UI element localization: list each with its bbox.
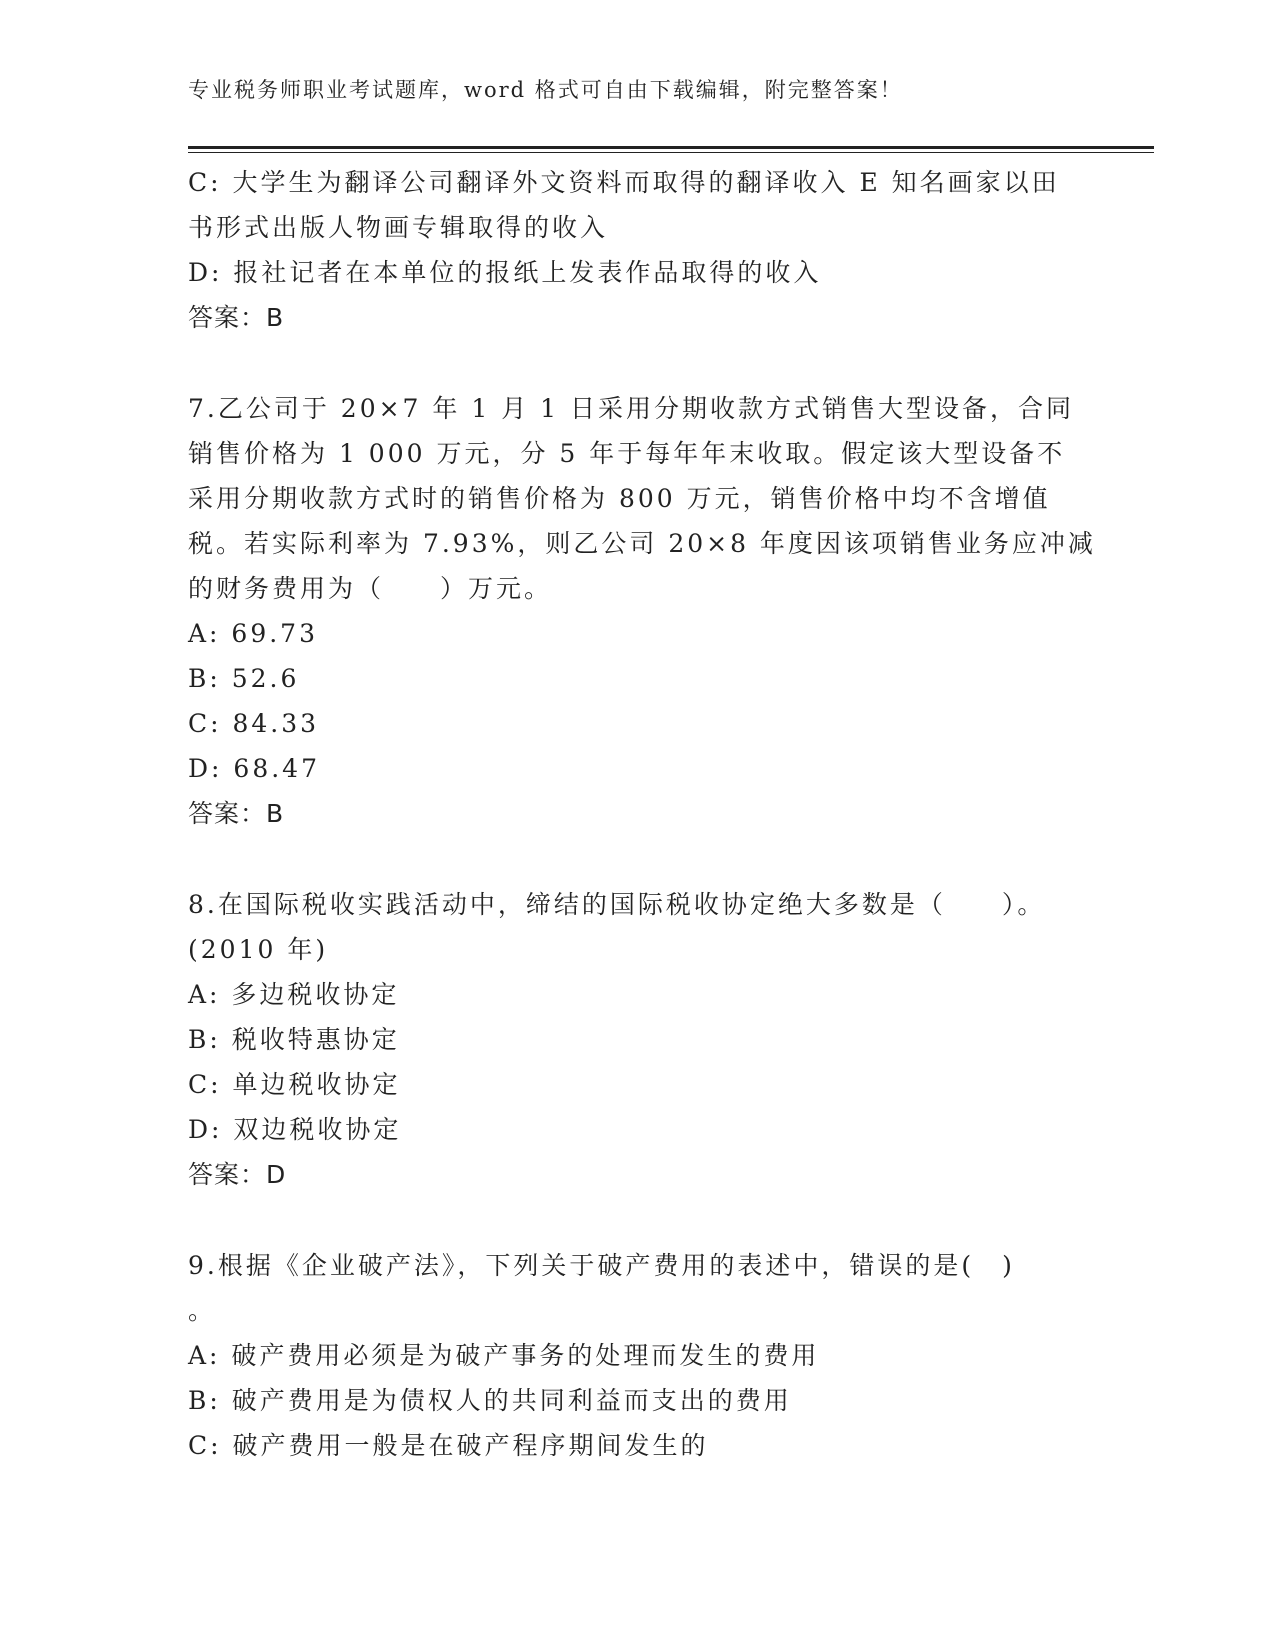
spacer bbox=[188, 340, 1088, 386]
question-stem-line: 9.根据《企业破产法》，下列关于破产费用的表述中，错误的是( ) bbox=[188, 1251, 1015, 1280]
question-stem-line: 采用分期收款方式时的销售价格为 800 万元，销售价格中均不含增值 bbox=[188, 484, 1051, 513]
question-stem-line: 7.乙公司于 20×7 年 1 月 1 日采用分期收款方式销售大型设备，合同 bbox=[188, 394, 1075, 423]
option-b: B: 税收特惠协定 bbox=[188, 1025, 400, 1054]
option-c: C: 破产费用一般是在破产程序期间发生的 bbox=[188, 1431, 709, 1460]
header-rule-thin bbox=[188, 152, 1154, 153]
option-c-line-2: 书形式出版人物画专辑取得的收入 bbox=[188, 213, 609, 242]
option-a: A: 多边税收协定 bbox=[188, 980, 400, 1009]
question-stem-line: 。 bbox=[188, 1296, 217, 1325]
answer: 答案：D bbox=[188, 1160, 287, 1189]
option-c: C: 单边税收协定 bbox=[188, 1070, 401, 1099]
question-7 bbox=[188, 386, 1096, 836]
question-stem-line: 的财务费用为（ ）万元。 bbox=[188, 574, 553, 603]
option-c: C: 84.33 bbox=[188, 709, 320, 738]
option-c-line-1: C: 大学生为翻译公司翻译外文资料而取得的翻译收入 E 知名画家以田 bbox=[188, 168, 1060, 197]
question-stem-line: 销售价格为 1 000 万元，分 5 年于每年年末收取。假定该大型设备不 bbox=[188, 439, 1066, 468]
option-a: A: 破产费用必须是为破产事务的处理而发生的费用 bbox=[188, 1341, 820, 1370]
question-6 bbox=[188, 160, 1088, 340]
option-b: B: 破产费用是为债权人的共同利益而支出的费用 bbox=[188, 1386, 792, 1415]
option-d: D: 68.47 bbox=[188, 754, 320, 783]
spacer bbox=[188, 836, 1088, 882]
option-d: D: 双边税收协定 bbox=[188, 1115, 402, 1144]
question-stem-line: 税。若实际利率为 7.93%，则乙公司 20×8 年度因该项销售业务应冲减 bbox=[188, 529, 1096, 558]
option-d: D: 报社记者在本单位的报纸上发表作品取得的收入 bbox=[188, 258, 822, 287]
header-rule-thick bbox=[188, 146, 1154, 149]
question-8 bbox=[188, 882, 1088, 1197]
option-b: B: 52.6 bbox=[188, 664, 300, 693]
option-a: A: 69.73 bbox=[188, 619, 318, 648]
answer: 答案：B bbox=[188, 303, 285, 332]
question-stem-line: (2010 年) bbox=[188, 935, 329, 964]
question-content bbox=[188, 160, 1096, 1468]
page-header-text: 专业税务师职业考试题库，word 格式可自由下载编辑，附完整答案！ bbox=[188, 78, 903, 102]
answer: 答案：B bbox=[188, 799, 285, 828]
question-stem-line: 8.在国际税收实践活动中，缔结的国际税收协定绝大多数是（ ）。 bbox=[188, 890, 1046, 919]
spacer bbox=[188, 1197, 1088, 1243]
question-9 bbox=[188, 1243, 1088, 1468]
